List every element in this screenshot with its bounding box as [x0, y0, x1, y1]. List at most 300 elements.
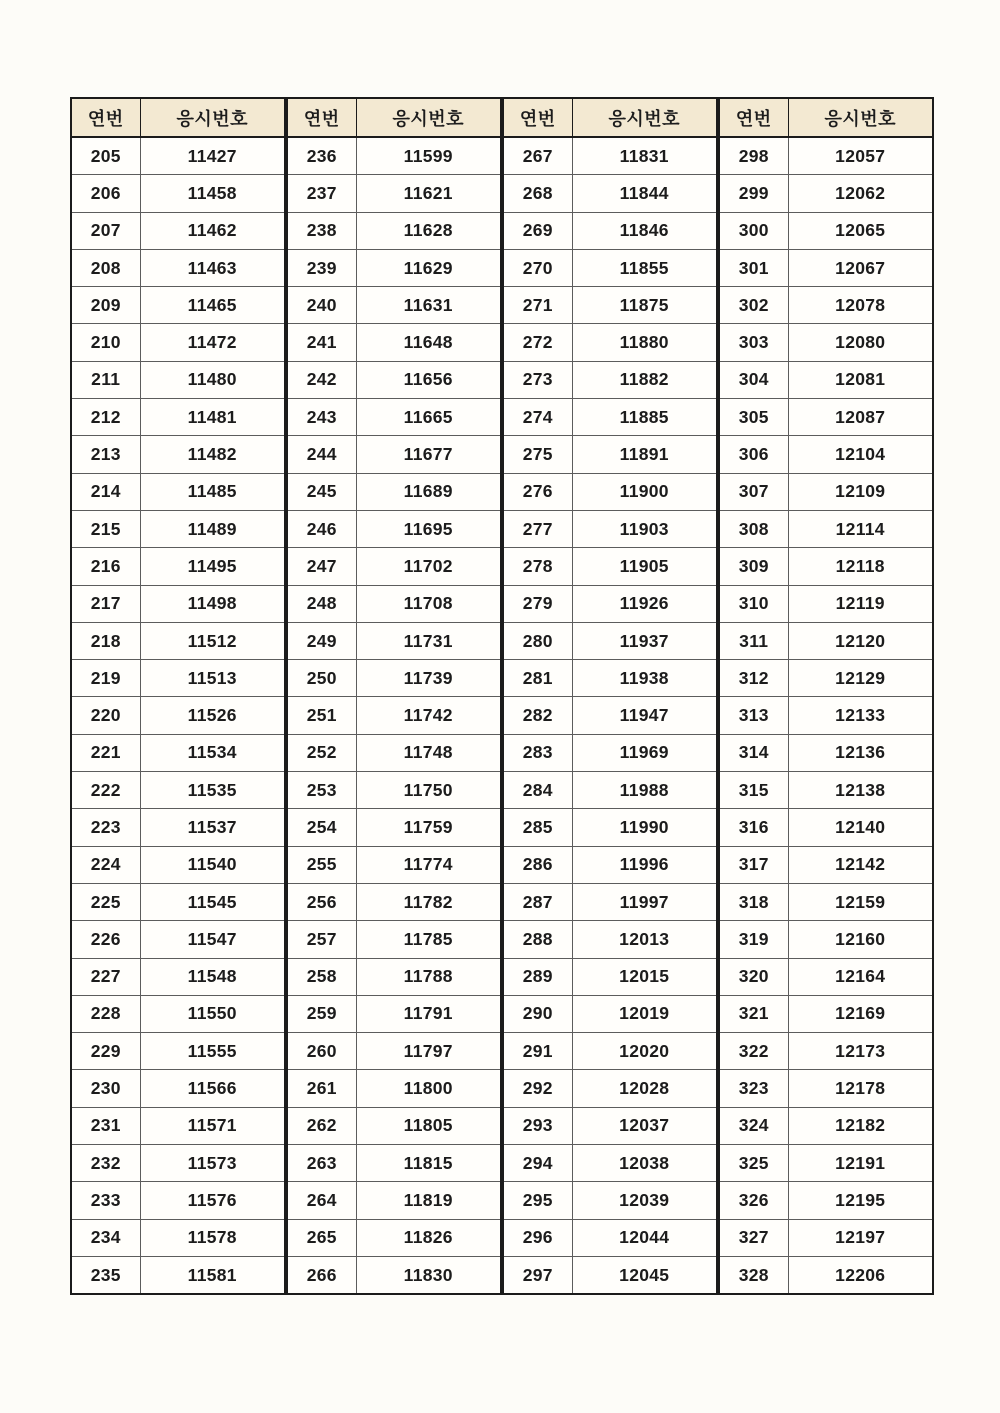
exam-number-cell: 11831 [572, 137, 717, 175]
table-row [719, 585, 933, 622]
serial-number-cell: 279 [503, 585, 572, 622]
table-row [719, 548, 933, 585]
exam-number-cell: 11566 [140, 1070, 285, 1107]
serial-number-cell: 299 [719, 175, 788, 212]
table-row [503, 1145, 717, 1182]
table-row [719, 958, 933, 995]
serial-number-cell: 302 [719, 287, 788, 324]
table-row [719, 660, 933, 697]
serial-number-cell: 319 [719, 921, 788, 958]
exam-number-cell: 12020 [572, 1033, 717, 1070]
serial-number-cell: 227 [71, 958, 140, 995]
table-row [719, 137, 933, 175]
serial-number-cell: 295 [503, 1182, 572, 1219]
exam-number-cell: 11534 [140, 734, 285, 771]
table-row [71, 287, 285, 324]
exam-number-cell: 12164 [788, 958, 933, 995]
table-row [71, 1070, 285, 1107]
table-row [287, 958, 501, 995]
serial-number-cell: 237 [287, 175, 356, 212]
table-row [71, 921, 285, 958]
exam-number-cell: 11900 [572, 473, 717, 510]
exam-number-cell: 11846 [572, 212, 717, 249]
exam-number-cell: 11938 [572, 660, 717, 697]
exam-number-cell: 12019 [572, 995, 717, 1032]
table-row [71, 361, 285, 398]
serial-number-cell: 270 [503, 249, 572, 286]
exam-number-cell: 12169 [788, 995, 933, 1032]
serial-number-cell: 217 [71, 585, 140, 622]
table-row [287, 622, 501, 659]
exam-number-cell: 11621 [356, 175, 501, 212]
exam-number-cell: 11537 [140, 809, 285, 846]
serial-number-cell: 267 [503, 137, 572, 175]
table-row [719, 995, 933, 1032]
exam-number-cell: 11648 [356, 324, 501, 361]
header-row [503, 98, 717, 137]
table-row [503, 660, 717, 697]
table-row [719, 846, 933, 883]
exam-number-cell: 11805 [356, 1107, 501, 1144]
table-row [503, 883, 717, 920]
table-row [503, 287, 717, 324]
exam-number-cell: 11800 [356, 1070, 501, 1107]
serial-number-cell: 248 [287, 585, 356, 622]
exam-number-cell: 11885 [572, 399, 717, 436]
table-row [719, 249, 933, 286]
serial-number-cell: 324 [719, 1107, 788, 1144]
exam-number-cell: 11926 [572, 585, 717, 622]
table-row [71, 1033, 285, 1070]
serial-number-cell: 233 [71, 1182, 140, 1219]
table-row [287, 510, 501, 547]
serial-number-cell: 305 [719, 399, 788, 436]
table-row [503, 846, 717, 883]
exam-number-cell: 11708 [356, 585, 501, 622]
exam-number-cell: 12080 [788, 324, 933, 361]
table-row [71, 846, 285, 883]
exam-number-cell: 11550 [140, 995, 285, 1032]
serial-number-cell: 293 [503, 1107, 572, 1144]
table-row [503, 958, 717, 995]
serial-number-cell: 272 [503, 324, 572, 361]
exam-number-cell: 11472 [140, 324, 285, 361]
serial-number-cell: 286 [503, 846, 572, 883]
table-row [71, 324, 285, 361]
exam-number-cell: 12197 [788, 1219, 933, 1256]
table-row [71, 883, 285, 920]
exam-number-cell: 11513 [140, 660, 285, 697]
exam-number-cell: 11540 [140, 846, 285, 883]
table-row [503, 734, 717, 771]
exam-number-cell: 11485 [140, 473, 285, 510]
table-row [503, 1256, 717, 1294]
serial-number-cell: 306 [719, 436, 788, 473]
serial-number-cell: 244 [287, 436, 356, 473]
exam-number-cell: 11571 [140, 1107, 285, 1144]
table-row [287, 399, 501, 436]
table-row [719, 1070, 933, 1107]
table-row [503, 473, 717, 510]
exam-number-cell: 11629 [356, 249, 501, 286]
table-row [719, 287, 933, 324]
table-row [71, 1219, 285, 1256]
table-row [71, 212, 285, 249]
exam-number-cell: 11689 [356, 473, 501, 510]
serial-number-cell: 287 [503, 883, 572, 920]
table-row [503, 809, 717, 846]
serial-number-cell: 318 [719, 883, 788, 920]
table-row [503, 175, 717, 212]
serial-number-cell: 265 [287, 1219, 356, 1256]
serial-number-cell: 301 [719, 249, 788, 286]
serial-number-cell: 235 [71, 1256, 140, 1294]
serial-number-cell: 221 [71, 734, 140, 771]
exam-number-header: 응시번호 [788, 98, 933, 137]
table-row [71, 809, 285, 846]
exam-number-cell: 11742 [356, 697, 501, 734]
table-row [287, 249, 501, 286]
table-row [287, 324, 501, 361]
serial-number-cell: 238 [287, 212, 356, 249]
table-row [287, 287, 501, 324]
table-row [287, 697, 501, 734]
exam-number-cell: 12028 [572, 1070, 717, 1107]
serial-number-cell: 219 [71, 660, 140, 697]
serial-number-cell: 310 [719, 585, 788, 622]
serial-number-cell: 312 [719, 660, 788, 697]
table-row [719, 473, 933, 510]
serial-number-cell: 260 [287, 1033, 356, 1070]
exam-number-cell: 11996 [572, 846, 717, 883]
serial-number-cell: 325 [719, 1145, 788, 1182]
serial-number-cell: 328 [719, 1256, 788, 1294]
exam-number-cell: 12067 [788, 249, 933, 286]
serial-number-cell: 256 [287, 883, 356, 920]
table-row [719, 436, 933, 473]
table-row [71, 995, 285, 1032]
serial-number-cell: 231 [71, 1107, 140, 1144]
serial-number-cell: 317 [719, 846, 788, 883]
exam-number-cell: 11481 [140, 399, 285, 436]
header-row [719, 98, 933, 137]
exam-number-header: 응시번호 [140, 98, 285, 137]
exam-number-cell: 11826 [356, 1219, 501, 1256]
serial-number-cell: 211 [71, 361, 140, 398]
exam-number-cell: 11578 [140, 1219, 285, 1256]
serial-number-cell: 241 [287, 324, 356, 361]
exam-number-cell: 12142 [788, 846, 933, 883]
table-row [719, 1033, 933, 1070]
table-row [287, 734, 501, 771]
table-row [503, 324, 717, 361]
table-row [503, 510, 717, 547]
table-row [287, 846, 501, 883]
table-row [503, 548, 717, 585]
table-row [71, 958, 285, 995]
exam-number-cell: 12109 [788, 473, 933, 510]
serial-number-cell: 266 [287, 1256, 356, 1294]
table-row [287, 585, 501, 622]
exam-number-cell: 11665 [356, 399, 501, 436]
table-row [287, 361, 501, 398]
serial-number-header: 연번 [503, 98, 572, 137]
table-row [287, 883, 501, 920]
serial-number-cell: 263 [287, 1145, 356, 1182]
serial-number-header: 연번 [287, 98, 356, 137]
table-row [71, 175, 285, 212]
exam-number-cell: 11791 [356, 995, 501, 1032]
table-row [287, 1070, 501, 1107]
exam-number-cell: 11656 [356, 361, 501, 398]
table-group-4 [718, 97, 934, 1295]
exam-number-cell: 12039 [572, 1182, 717, 1219]
table-row [71, 622, 285, 659]
table-group-1 [70, 97, 286, 1295]
serial-number-cell: 254 [287, 809, 356, 846]
exam-number-cell: 11774 [356, 846, 501, 883]
serial-number-cell: 289 [503, 958, 572, 995]
serial-number-cell: 282 [503, 697, 572, 734]
serial-number-cell: 208 [71, 249, 140, 286]
serial-number-cell: 285 [503, 809, 572, 846]
serial-number-cell: 240 [287, 287, 356, 324]
table-row [71, 137, 285, 175]
exam-number-cell: 12195 [788, 1182, 933, 1219]
serial-number-cell: 321 [719, 995, 788, 1032]
exam-number-cell: 12015 [572, 958, 717, 995]
serial-number-cell: 214 [71, 473, 140, 510]
exam-number-cell: 12057 [788, 137, 933, 175]
serial-number-cell: 205 [71, 137, 140, 175]
exam-number-cell: 11480 [140, 361, 285, 398]
exam-number-cell: 11782 [356, 883, 501, 920]
exam-number-cell: 11731 [356, 622, 501, 659]
exam-number-cell: 12045 [572, 1256, 717, 1294]
table-row [719, 175, 933, 212]
exam-number-cell: 12037 [572, 1107, 717, 1144]
serial-number-cell: 292 [503, 1070, 572, 1107]
exam-number-cell: 11903 [572, 510, 717, 547]
exam-number-cell: 12191 [788, 1145, 933, 1182]
exam-number-cell: 11628 [356, 212, 501, 249]
table-row [71, 1145, 285, 1182]
serial-number-cell: 258 [287, 958, 356, 995]
header-row [287, 98, 501, 137]
serial-number-cell: 247 [287, 548, 356, 585]
table-row [71, 249, 285, 286]
table-row [287, 809, 501, 846]
exam-number-cell: 11844 [572, 175, 717, 212]
exam-number-cell: 11599 [356, 137, 501, 175]
serial-number-cell: 257 [287, 921, 356, 958]
serial-number-cell: 220 [71, 697, 140, 734]
serial-number-cell: 326 [719, 1182, 788, 1219]
serial-number-header: 연번 [719, 98, 788, 137]
exam-number-cell: 11990 [572, 809, 717, 846]
serial-number-cell: 230 [71, 1070, 140, 1107]
table-row [719, 921, 933, 958]
exam-number-cell: 11489 [140, 510, 285, 547]
exam-number-cell: 12081 [788, 361, 933, 398]
serial-number-cell: 259 [287, 995, 356, 1032]
exam-number-cell: 11495 [140, 548, 285, 585]
exam-number-cell: 11535 [140, 772, 285, 809]
exam-number-cell: 11997 [572, 883, 717, 920]
serial-number-cell: 296 [503, 1219, 572, 1256]
exam-number-cell: 12078 [788, 287, 933, 324]
exam-number-cell: 11750 [356, 772, 501, 809]
exam-number-cell: 11526 [140, 697, 285, 734]
exam-number-cell: 11581 [140, 1256, 285, 1294]
exam-number-cell: 11875 [572, 287, 717, 324]
table-row [71, 660, 285, 697]
table-row [503, 585, 717, 622]
serial-number-cell: 206 [71, 175, 140, 212]
serial-number-cell: 307 [719, 473, 788, 510]
table-row [287, 1033, 501, 1070]
serial-number-cell: 313 [719, 697, 788, 734]
table-row [287, 548, 501, 585]
serial-number-cell: 212 [71, 399, 140, 436]
exam-number-header: 응시번호 [356, 98, 501, 137]
table-row [287, 212, 501, 249]
table-row [503, 399, 717, 436]
serial-number-cell: 298 [719, 137, 788, 175]
exam-number-cell: 12038 [572, 1145, 717, 1182]
table-row [71, 1107, 285, 1144]
table-row [719, 1145, 933, 1182]
serial-number-cell: 229 [71, 1033, 140, 1070]
table-row [71, 1182, 285, 1219]
table-row [71, 585, 285, 622]
serial-number-cell: 315 [719, 772, 788, 809]
table-row [719, 883, 933, 920]
exam-number-cell: 11882 [572, 361, 717, 398]
table-row [503, 212, 717, 249]
exam-number-cell: 11797 [356, 1033, 501, 1070]
exam-number-cell: 11677 [356, 436, 501, 473]
table-row [71, 510, 285, 547]
serial-number-cell: 246 [287, 510, 356, 547]
exam-number-cell: 12087 [788, 399, 933, 436]
serial-number-header: 연번 [71, 98, 140, 137]
exam-number-cell: 11905 [572, 548, 717, 585]
exam-number-cell: 11819 [356, 1182, 501, 1219]
serial-number-cell: 271 [503, 287, 572, 324]
exam-number-cell: 12062 [788, 175, 933, 212]
serial-number-cell: 209 [71, 287, 140, 324]
exam-number-cell: 12133 [788, 697, 933, 734]
exam-number-cell: 12119 [788, 585, 933, 622]
serial-number-cell: 276 [503, 473, 572, 510]
serial-number-cell: 309 [719, 548, 788, 585]
exam-number-cell: 11830 [356, 1256, 501, 1294]
table-row [719, 510, 933, 547]
serial-number-cell: 251 [287, 697, 356, 734]
exam-number-cell: 12173 [788, 1033, 933, 1070]
table-row [719, 622, 933, 659]
table-row [71, 473, 285, 510]
exam-number-cell: 12206 [788, 1256, 933, 1294]
serial-number-cell: 327 [719, 1219, 788, 1256]
exam-number-cell: 11695 [356, 510, 501, 547]
table-row [503, 1182, 717, 1219]
table-row [503, 1107, 717, 1144]
serial-number-cell: 308 [719, 510, 788, 547]
serial-number-cell: 323 [719, 1070, 788, 1107]
serial-number-cell: 249 [287, 622, 356, 659]
exam-number-cell: 11545 [140, 883, 285, 920]
exam-number-cell: 12114 [788, 510, 933, 547]
serial-number-cell: 274 [503, 399, 572, 436]
exam-number-cell: 12013 [572, 921, 717, 958]
exam-number-table [70, 97, 931, 1295]
serial-number-cell: 281 [503, 660, 572, 697]
exam-number-cell: 11855 [572, 249, 717, 286]
exam-number-cell: 12120 [788, 622, 933, 659]
table-row [71, 1256, 285, 1294]
table-row [503, 436, 717, 473]
table-row [503, 1219, 717, 1256]
table-row [287, 660, 501, 697]
exam-number-cell: 12178 [788, 1070, 933, 1107]
table-row [287, 772, 501, 809]
exam-number-cell: 11512 [140, 622, 285, 659]
table-row [503, 772, 717, 809]
exam-number-cell: 11462 [140, 212, 285, 249]
serial-number-cell: 294 [503, 1145, 572, 1182]
serial-number-cell: 322 [719, 1033, 788, 1070]
serial-number-cell: 207 [71, 212, 140, 249]
exam-number-cell: 11880 [572, 324, 717, 361]
table-row [719, 212, 933, 249]
table-row [719, 361, 933, 398]
exam-number-cell: 11498 [140, 585, 285, 622]
table-row [503, 361, 717, 398]
table-row [287, 995, 501, 1032]
exam-number-cell: 11631 [356, 287, 501, 324]
exam-number-cell: 12140 [788, 809, 933, 846]
serial-number-cell: 303 [719, 324, 788, 361]
serial-number-cell: 242 [287, 361, 356, 398]
exam-number-cell: 11548 [140, 958, 285, 995]
exam-number-cell: 11555 [140, 1033, 285, 1070]
exam-number-cell: 12129 [788, 660, 933, 697]
exam-number-cell: 11547 [140, 921, 285, 958]
table-row [287, 137, 501, 175]
exam-number-cell: 12118 [788, 548, 933, 585]
table-row [287, 436, 501, 473]
exam-number-cell: 12159 [788, 883, 933, 920]
serial-number-cell: 232 [71, 1145, 140, 1182]
exam-number-cell: 11759 [356, 809, 501, 846]
exam-number-cell: 11937 [572, 622, 717, 659]
serial-number-cell: 316 [719, 809, 788, 846]
table-row [503, 1070, 717, 1107]
table-row [503, 995, 717, 1032]
serial-number-cell: 210 [71, 324, 140, 361]
table-row [719, 697, 933, 734]
serial-number-cell: 283 [503, 734, 572, 771]
serial-number-cell: 297 [503, 1256, 572, 1294]
serial-number-cell: 234 [71, 1219, 140, 1256]
serial-number-cell: 314 [719, 734, 788, 771]
serial-number-cell: 261 [287, 1070, 356, 1107]
serial-number-cell: 245 [287, 473, 356, 510]
table-row [503, 622, 717, 659]
serial-number-cell: 236 [287, 137, 356, 175]
